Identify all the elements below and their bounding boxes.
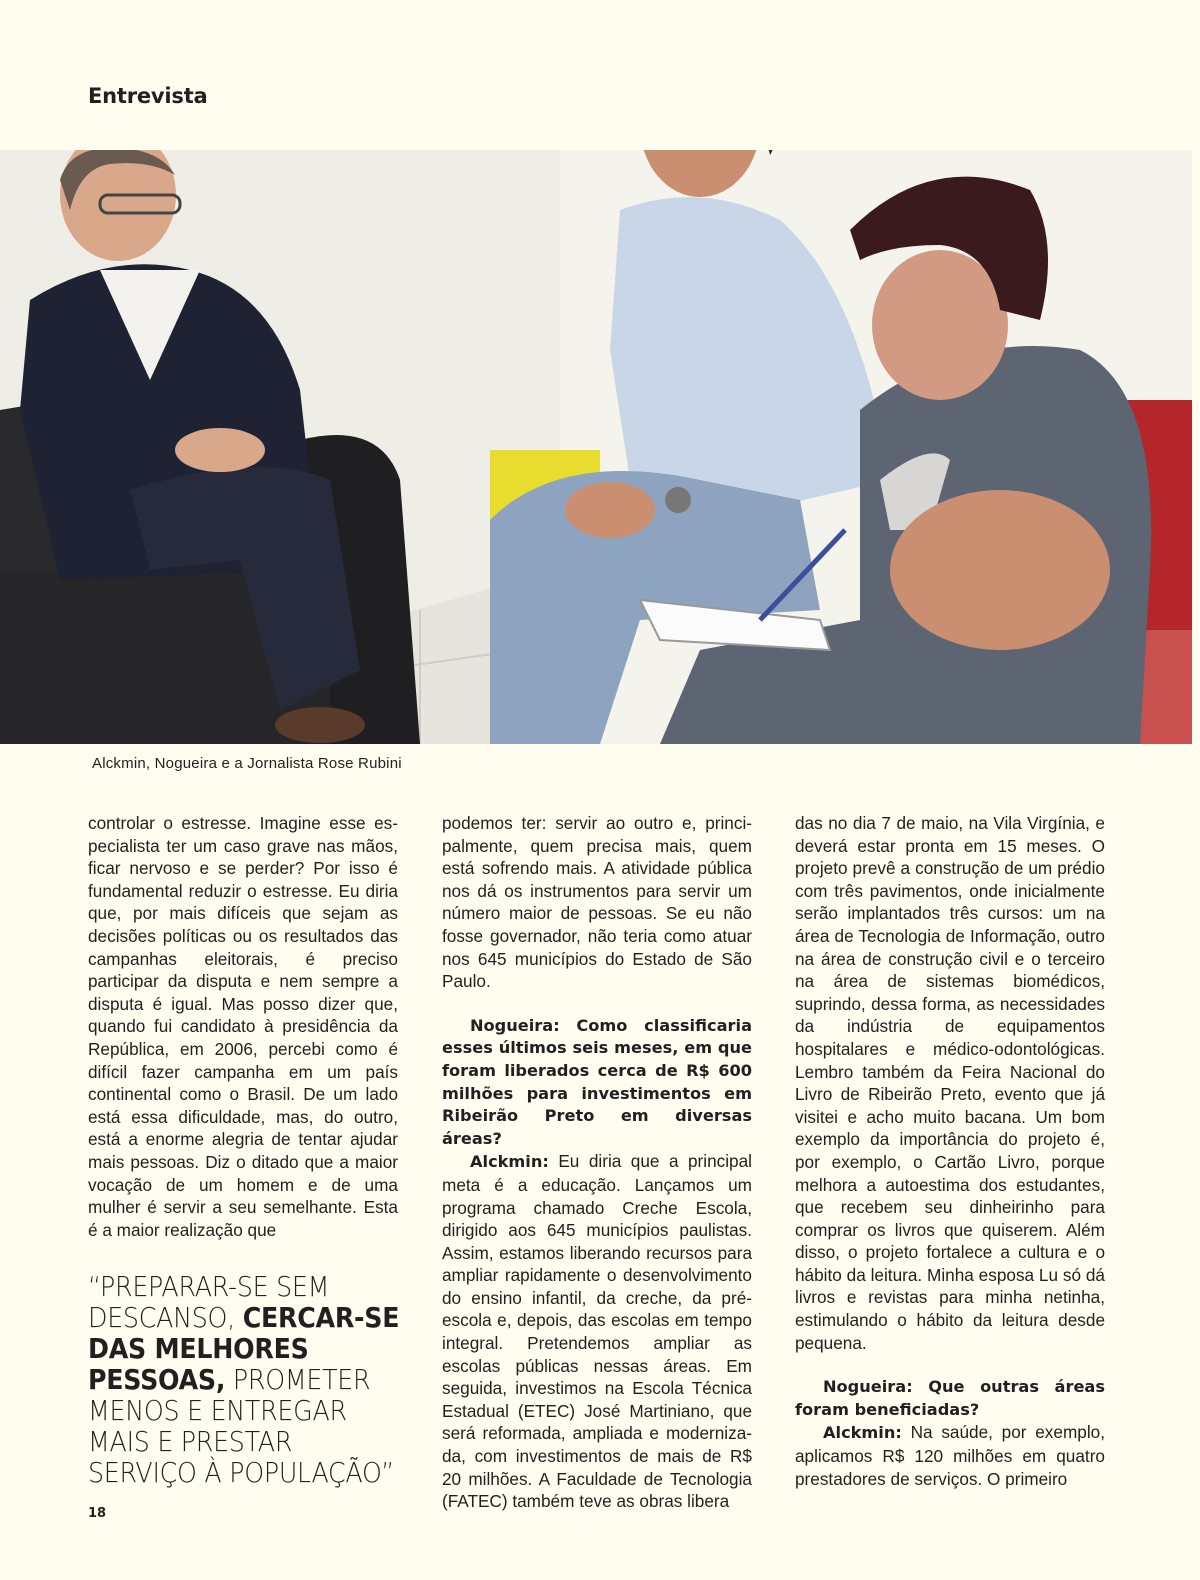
pull-quote <box>88 1272 405 1489</box>
pull-quote-part-3: PROMETER MENOS E ENTREGAR MAIS E PRESTAR SERVIÇO À POPULAÇÃO” <box>88 1364 395 1489</box>
interview-answer <box>442 1150 752 1513</box>
page-number: 18 <box>88 1506 107 1521</box>
article-column-3 <box>795 812 1105 1490</box>
article-column-2 <box>442 812 752 1513</box>
interview-question: Nogueira: Que outras áreas foram beneficiadas? <box>795 1377 1105 1419</box>
speaker-label: Alckmin: <box>470 1152 549 1172</box>
answer-text: Na saúde, por exemplo, aplicamos R$ 120 milhões em quatro prestadores de serviços. O primeiro <box>795 1422 1105 1489</box>
interview-question: Nogueira: Como classificaria esses últimos seis meses, em que foram liberados cerca de R$ 600 milhões para investimentos em Ribeirão Preto em diversas áreas? <box>442 1015 752 1148</box>
column1-paragraph: controlar o estresse. Imagine esse especialista ter um caso grave nas mãos, ficar nervoso e se perder? Por isso é fundamental reduzir o estresse. Eu diria que, por mais difíceis que sejam as decisões políticas ou os resultados das campanhas eleitorais, é preciso participar da disputa e nem sempre a disputa é igual. Mas posso dizer que, quando fui candidato à presidência da República, em 2006, percebi como é difícil fazer campanha em um país continental como o Brasil. De um lado está essa dificuldade, mas, do outro, está a enorme alegria de tentar ajudar mais pessoas. Diz o ditado que a maior vocação de um homem e de uma mulher é servir a seu semelhante. Esta é a maior realização que <box>88 813 398 1240</box>
article-column-1 <box>88 812 398 1241</box>
pull-quote-emphasis: CERCAR-SE DAS MELHORES PESSOAS, <box>88 1302 400 1396</box>
photo-caption: Alckmin, Nogueira e a Jornalista Rose Rubini <box>92 755 402 772</box>
column3-paragraph: das no dia 7 de maio, na Vila Virgínia, e deverá estar pronta em 15 meses. O projeto prevê a construção de um prédio com três pavimentos, onde inicialmente serão implantados três cursos: um na área de Tecnologia de Informação, outro na área de construção civil e o terceiro na área de sistemas biomédicos, suprindo, dessa forma, as necessidades da indústria de equipamentos hospitalares e médico-odontológicas. Lembro também da Feira Nacional do Livro de Ribeirão Preto, evento que já visitei e acho muito bacana. Um bom exemplo da importância do projeto é, por exemplo, o Cartão Livro, porque melhora a autoestima dos estudantes, que recebem seu dinheirinho para comprar os livros que quiserem. Além disso, o projeto fortalece a cultura e o hábito da leitura. Minha esposa Lu só dá livros e revistas para minha netinha, estimulando o hábito da leitura desde pequena. <box>795 813 1105 1353</box>
interview-photo <box>0 150 1192 744</box>
answer-text: Eu diria que a principal meta é a educação. Lançamos um programa chamado Creche Escola, dirigido aos 645 municípios paulistas. Assim, estamos liberando recursos para ampliar rapidamente o desenvolvimento do ensino infantil, da creche, da pré-escola e, depois, das escolas em tempo integral. Pretendemos ampliar as escolas públicas nessas áreas. Em seguida, investimos na Escola Técnica Estadual (ETEC) José Martiniano, que será reformada, ampliada e modernizada, com investimentos de mais de R$ 20 milhões. A Faculdade de Tecnologia (FATEC) também teve as obras libera <box>442 1151 752 1512</box>
section-label: Entrevista <box>88 84 208 108</box>
interview-answer <box>795 1421 1105 1490</box>
pull-quote-part-1: “PREPARAR-SE SEM DESCANSO, <box>88 1271 330 1334</box>
column2-paragraph: podemos ter: servir ao outro e, principalmente, quem precisa mais, quem está sofrendo mais. A atividade pública nos dá os instrumentos para servir um número maior de pessoas. Se eu não fosse governador, não teria como atuar nos 645 municípios do Estado de São Paulo. <box>442 813 752 992</box>
speaker-label: Alckmin: <box>823 1423 902 1443</box>
